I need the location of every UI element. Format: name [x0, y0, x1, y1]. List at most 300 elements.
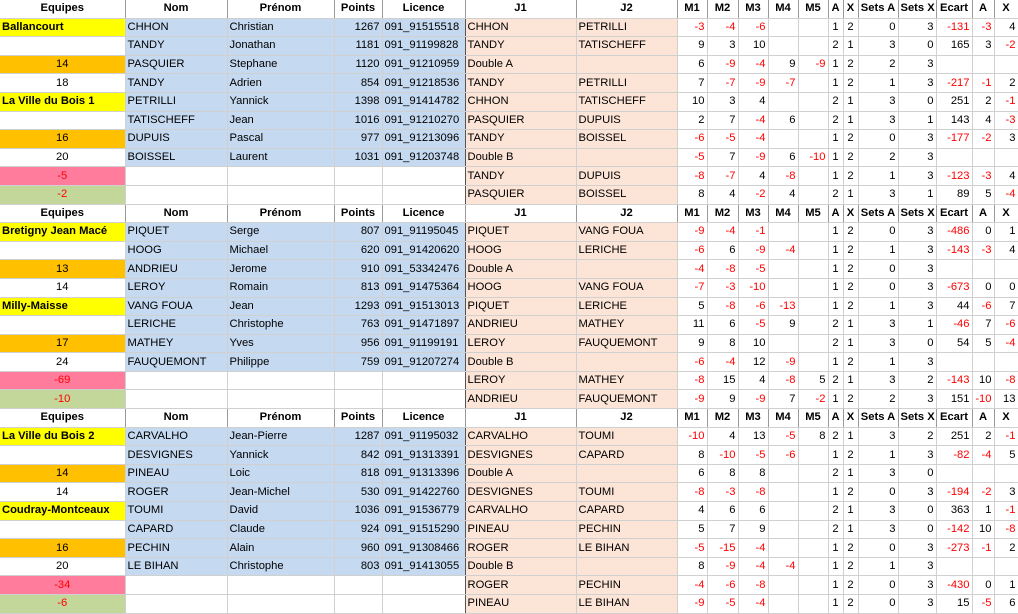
table-row — [0, 334, 1018, 353]
pts-x: 2 — [994, 74, 1018, 93]
match-a: 2 — [828, 520, 843, 539]
match-j2 — [576, 353, 677, 372]
match-x: 2 — [843, 148, 858, 167]
team-name-b: Coudray-Montceaux — [0, 502, 125, 521]
empty-cell — [125, 167, 227, 186]
col-header-j1: J1 — [465, 0, 576, 18]
match-a: 1 — [828, 18, 843, 37]
player-points: 763 — [334, 316, 382, 335]
match-set-m5 — [798, 167, 828, 186]
score-diff-pink: -69 — [0, 371, 125, 390]
pts-a: -4 — [972, 446, 994, 465]
player-licence: 091_91195045 — [382, 223, 465, 242]
pts-x: 6 — [994, 595, 1018, 614]
match-set-m2: -9 — [707, 55, 738, 74]
match-j1: LEROY — [465, 334, 576, 353]
player-nom: MATHEY — [125, 334, 227, 353]
match-a: 2 — [828, 316, 843, 335]
ecart: -46 — [936, 316, 972, 335]
match-set-m5 — [798, 111, 828, 130]
match-j2: PECHIN — [576, 520, 677, 539]
match-set-m5 — [798, 37, 828, 56]
ecart: -217 — [936, 74, 972, 93]
col-header-points: Points — [334, 204, 382, 223]
match-set-m4 — [768, 576, 798, 595]
player-licence: 091_53342476 — [382, 260, 465, 279]
ecart — [936, 55, 972, 74]
match-set-m1: 8 — [677, 557, 707, 576]
match-set-m3: -9 — [738, 241, 768, 260]
player-nom: DESVIGNES — [125, 446, 227, 465]
empty-cell — [227, 371, 334, 390]
match-set-m2: 7 — [707, 111, 738, 130]
sets-a: 0 — [858, 483, 898, 502]
player-points: 1287 — [334, 427, 382, 446]
match-j2 — [576, 557, 677, 576]
player-nom: LERICHE — [125, 316, 227, 335]
sets-x: 0 — [898, 502, 936, 521]
player-nom: ANDRIEU — [125, 260, 227, 279]
match-x: 2 — [843, 223, 858, 242]
header-row — [0, 0, 1018, 18]
sets-a: 3 — [858, 316, 898, 335]
sets-x: 3 — [898, 55, 936, 74]
sets-a: 1 — [858, 353, 898, 372]
match-set-m5 — [798, 520, 828, 539]
match-j1: HOOG — [465, 278, 576, 297]
ecart — [936, 148, 972, 167]
match-x: 1 — [843, 464, 858, 483]
col-header-m3: M3 — [738, 0, 768, 18]
match-j1: ANDRIEU — [465, 316, 576, 335]
pts-x: -4 — [994, 334, 1018, 353]
match-set-m4: 7 — [768, 390, 798, 409]
table-row — [0, 316, 1018, 335]
match-j2: DUPUIS — [576, 167, 677, 186]
match-set-m5: 5 — [798, 371, 828, 390]
match-j2 — [576, 464, 677, 483]
match-set-m5 — [798, 278, 828, 297]
ecart — [936, 557, 972, 576]
table-row — [0, 278, 1018, 297]
ecart — [936, 353, 972, 372]
match-set-m2: 3 — [707, 92, 738, 111]
match-set-m2: -7 — [707, 74, 738, 93]
col-header-sets-x: Sets X — [898, 204, 936, 223]
match-set-m2: -4 — [707, 223, 738, 242]
match-set-m2: 7 — [707, 520, 738, 539]
sets-x: 1 — [898, 185, 936, 204]
match-set-m4 — [768, 464, 798, 483]
match-set-m2: -6 — [707, 576, 738, 595]
match-j2: TATISCHEFF — [576, 92, 677, 111]
pts-a: 0 — [972, 278, 994, 297]
sets-a: 0 — [858, 595, 898, 614]
player-prenom: Jean-Pierre — [227, 427, 334, 446]
match-x: 1 — [843, 316, 858, 335]
match-a: 1 — [828, 130, 843, 149]
match-set-m1: -6 — [677, 241, 707, 260]
match-set-m4: -5 — [768, 427, 798, 446]
table-row — [0, 371, 1018, 390]
sets-x: 3 — [898, 148, 936, 167]
player-licence: 091_91313396 — [382, 464, 465, 483]
match-set-m3: -9 — [738, 74, 768, 93]
match-set-m3: -8 — [738, 483, 768, 502]
player-prenom: Serge — [227, 223, 334, 242]
match-a: 2 — [828, 334, 843, 353]
match-j2: CAPARD — [576, 446, 677, 465]
sets-x: 3 — [898, 260, 936, 279]
empty-cell — [382, 595, 465, 614]
sets-a: 1 — [858, 446, 898, 465]
match-set-m1: -6 — [677, 353, 707, 372]
pts-x: -8 — [994, 520, 1018, 539]
col-header-sets-a: Sets A — [858, 409, 898, 428]
col-header-m2: M2 — [707, 409, 738, 428]
player-nom: TATISCHEFF — [125, 111, 227, 130]
match-a: 1 — [828, 390, 843, 409]
player-nom: CARVALHO — [125, 427, 227, 446]
pts-a: 0 — [972, 576, 994, 595]
player-points: 759 — [334, 353, 382, 372]
match-a: 1 — [828, 55, 843, 74]
empty-cell — [227, 576, 334, 595]
match-set-m5 — [798, 260, 828, 279]
match-set-m1: -9 — [677, 390, 707, 409]
match-x: 2 — [843, 353, 858, 372]
match-x: 2 — [843, 18, 858, 37]
sets-a: 3 — [858, 92, 898, 111]
match-set-m2: -10 — [707, 446, 738, 465]
ecart: 363 — [936, 502, 972, 521]
match-j1: PIQUET — [465, 297, 576, 316]
player-nom: PETRILLI — [125, 92, 227, 111]
sets-a: 1 — [858, 74, 898, 93]
match-set-m5 — [798, 130, 828, 149]
match-set-m4: -8 — [768, 371, 798, 390]
match-x: 2 — [843, 55, 858, 74]
col-header-licence: Licence — [382, 0, 465, 18]
team-cell — [0, 446, 125, 465]
col-header-licence: Licence — [382, 409, 465, 428]
match-j2: PECHIN — [576, 576, 677, 595]
match-set-m5: -2 — [798, 390, 828, 409]
player-licence: 091_91536779 — [382, 502, 465, 521]
col-header-points: Points — [334, 0, 382, 18]
match-set-m2: -4 — [707, 353, 738, 372]
player-prenom: Jean — [227, 111, 334, 130]
sets-a: 1 — [858, 167, 898, 186]
col-header-sets-x: Sets X — [898, 0, 936, 18]
empty-cell — [334, 185, 382, 204]
match-set-m5 — [798, 18, 828, 37]
table-row — [0, 130, 1018, 149]
team-cell — [0, 520, 125, 539]
match-set-m1: 10 — [677, 92, 707, 111]
pts-a: -3 — [972, 18, 994, 37]
player-prenom: Christophe — [227, 316, 334, 335]
match-a: 1 — [828, 278, 843, 297]
match-a: 1 — [828, 539, 843, 558]
match-set-m4 — [768, 334, 798, 353]
match-set-m1: -8 — [677, 371, 707, 390]
team-cell — [0, 111, 125, 130]
col-header-equipes: Equipes — [0, 409, 125, 428]
pts-x: 1 — [994, 223, 1018, 242]
col-header-m2: M2 — [707, 0, 738, 18]
player-licence: 091_91515518 — [382, 18, 465, 37]
table-row — [0, 241, 1018, 260]
match-set-m2: 4 — [707, 185, 738, 204]
sets-a: 2 — [858, 148, 898, 167]
match-set-m2: 4 — [707, 427, 738, 446]
match-set-m2: 7 — [707, 148, 738, 167]
player-licence: 091_91414782 — [382, 92, 465, 111]
empty-cell — [382, 167, 465, 186]
match-set-m5: -10 — [798, 148, 828, 167]
match-j2: LE BIHAN — [576, 539, 677, 558]
player-points: 960 — [334, 539, 382, 558]
ecart: 54 — [936, 334, 972, 353]
match-a: 1 — [828, 297, 843, 316]
match-set-m5: -9 — [798, 55, 828, 74]
player-nom: VANG FOUA — [125, 297, 227, 316]
match-j1: CARVALHO — [465, 502, 576, 521]
match-x: 2 — [843, 595, 858, 614]
match-set-m2: 8 — [707, 334, 738, 353]
score-diff-pink: -34 — [0, 576, 125, 595]
player-prenom: Yves — [227, 334, 334, 353]
pts-a: 2 — [972, 427, 994, 446]
match-a: 2 — [828, 92, 843, 111]
col-header-a: A — [828, 409, 843, 428]
sets-x: 0 — [898, 92, 936, 111]
table-row — [0, 390, 1018, 409]
ecart: -430 — [936, 576, 972, 595]
match-a: 1 — [828, 260, 843, 279]
match-set-m1: 8 — [677, 185, 707, 204]
match-j1: ANDRIEU — [465, 390, 576, 409]
match-set-m1: -9 — [677, 223, 707, 242]
match-set-m4 — [768, 37, 798, 56]
sets-a: 2 — [858, 390, 898, 409]
match-j2: PETRILLI — [576, 18, 677, 37]
player-points: 530 — [334, 483, 382, 502]
player-points: 1120 — [334, 55, 382, 74]
sets-x: 3 — [898, 446, 936, 465]
sets-a: 1 — [858, 557, 898, 576]
table-row — [0, 502, 1018, 521]
col-header-a: A — [972, 409, 994, 428]
sets-a: 3 — [858, 37, 898, 56]
player-licence: 091_91471897 — [382, 316, 465, 335]
player-prenom: Claude — [227, 520, 334, 539]
match-set-m4: -13 — [768, 297, 798, 316]
table-row — [0, 55, 1018, 74]
ecart: 151 — [936, 390, 972, 409]
table-row — [0, 576, 1018, 595]
player-points: 1181 — [334, 37, 382, 56]
player-nom: PIQUET — [125, 223, 227, 242]
player-prenom: Christian — [227, 18, 334, 37]
sets-x: 3 — [898, 483, 936, 502]
player-licence: 091_91199191 — [382, 334, 465, 353]
team-b-count: 20 — [0, 148, 125, 167]
player-nom: FAUQUEMONT — [125, 353, 227, 372]
col-header-ecart: Ecart — [936, 204, 972, 223]
pts-x — [994, 55, 1018, 74]
match-x: 2 — [843, 557, 858, 576]
match-j1: ROGER — [465, 576, 576, 595]
pts-x: -6 — [994, 316, 1018, 335]
match-set-m3: 13 — [738, 427, 768, 446]
pts-x: 0 — [994, 278, 1018, 297]
match-a: 2 — [828, 185, 843, 204]
match-set-m5 — [798, 595, 828, 614]
match-set-m1: 5 — [677, 520, 707, 539]
ecart: 251 — [936, 92, 972, 111]
ecart: -131 — [936, 18, 972, 37]
sets-x: 0 — [898, 334, 936, 353]
match-set-m4: -4 — [768, 241, 798, 260]
table-row — [0, 18, 1018, 37]
player-nom: HOOG — [125, 241, 227, 260]
team-cell — [0, 37, 125, 56]
pts-a: -2 — [972, 483, 994, 502]
col-header-j2: J2 — [576, 0, 677, 18]
match-j1: Double A — [465, 55, 576, 74]
pts-x: 3 — [994, 130, 1018, 149]
sets-a: 1 — [858, 297, 898, 316]
sets-a: 1 — [858, 241, 898, 260]
ecart: 15 — [936, 595, 972, 614]
pts-x: 13 — [994, 390, 1018, 409]
header-row — [0, 409, 1018, 428]
match-x: 1 — [843, 111, 858, 130]
table-row — [0, 595, 1018, 614]
match-set-m4: 6 — [768, 111, 798, 130]
col-header-a: A — [972, 0, 994, 18]
ecart: -673 — [936, 278, 972, 297]
sets-x: 3 — [898, 557, 936, 576]
match-x: 2 — [843, 130, 858, 149]
sets-x: 3 — [898, 595, 936, 614]
match-set-m3: -4 — [738, 55, 768, 74]
match-set-m5 — [798, 223, 828, 242]
pts-x: -1 — [994, 427, 1018, 446]
match-a: 1 — [828, 557, 843, 576]
match-set-m5 — [798, 483, 828, 502]
player-points: 1031 — [334, 148, 382, 167]
col-header-a: A — [828, 0, 843, 18]
match-set-m5 — [798, 464, 828, 483]
pts-x: -2 — [994, 37, 1018, 56]
col-header-m1: M1 — [677, 409, 707, 428]
match-set-m4 — [768, 18, 798, 37]
empty-cell — [334, 390, 382, 409]
match-j1: DESVIGNES — [465, 483, 576, 502]
match-j1: DESVIGNES — [465, 446, 576, 465]
pts-x — [994, 557, 1018, 576]
player-prenom: Jean-Michel — [227, 483, 334, 502]
pts-x: -1 — [994, 502, 1018, 521]
match-set-m3: -5 — [738, 446, 768, 465]
pts-a: -5 — [972, 595, 994, 614]
match-set-m3: -9 — [738, 390, 768, 409]
match-set-m1: -8 — [677, 167, 707, 186]
match-set-m1: 6 — [677, 55, 707, 74]
match-j1: LEROY — [465, 371, 576, 390]
table-row — [0, 37, 1018, 56]
match-j2 — [576, 260, 677, 279]
match-a: 2 — [828, 37, 843, 56]
match-set-m2: 8 — [707, 464, 738, 483]
pts-a — [972, 148, 994, 167]
match-x: 1 — [843, 185, 858, 204]
match-j1: Double A — [465, 464, 576, 483]
player-nom: LE BIHAN — [125, 557, 227, 576]
match-set-m2: -3 — [707, 278, 738, 297]
col-header-x: X — [994, 204, 1018, 223]
match-set-m3: -4 — [738, 595, 768, 614]
ecart — [936, 464, 972, 483]
match-set-m4 — [768, 278, 798, 297]
match-j2: LERICHE — [576, 297, 677, 316]
sets-x: 3 — [898, 297, 936, 316]
col-header-a: A — [828, 204, 843, 223]
player-nom: TANDY — [125, 74, 227, 93]
match-x: 1 — [843, 520, 858, 539]
col-header-m2: M2 — [707, 204, 738, 223]
match-set-m4 — [768, 502, 798, 521]
team-name-a: Bretigny Jean Macé — [0, 223, 125, 242]
empty-cell — [334, 576, 382, 595]
match-set-m4 — [768, 130, 798, 149]
player-points: 842 — [334, 446, 382, 465]
match-j2: LE BIHAN — [576, 595, 677, 614]
pts-x: 5 — [994, 446, 1018, 465]
empty-cell — [125, 595, 227, 614]
sets-a: 3 — [858, 371, 898, 390]
match-x: 2 — [843, 167, 858, 186]
ecart: -486 — [936, 223, 972, 242]
team-b-count: 24 — [0, 353, 125, 372]
ecart: -194 — [936, 483, 972, 502]
sets-a: 0 — [858, 576, 898, 595]
col-header-m5: M5 — [798, 204, 828, 223]
match-j1: Double A — [465, 260, 576, 279]
col-header-j2: J2 — [576, 409, 677, 428]
match-set-m2: 3 — [707, 37, 738, 56]
match-set-m3: -1 — [738, 223, 768, 242]
empty-cell — [334, 371, 382, 390]
sets-a: 3 — [858, 185, 898, 204]
ecart: -142 — [936, 520, 972, 539]
match-set-m4 — [768, 223, 798, 242]
ecart: -273 — [936, 539, 972, 558]
pts-a: -3 — [972, 241, 994, 260]
player-licence: 091_91195032 — [382, 427, 465, 446]
col-header-m4: M4 — [768, 409, 798, 428]
ecart: -82 — [936, 446, 972, 465]
player-points: 910 — [334, 260, 382, 279]
match-x: 1 — [843, 427, 858, 446]
match-set-m5 — [798, 353, 828, 372]
match-set-m3: -4 — [738, 130, 768, 149]
pts-a — [972, 464, 994, 483]
match-j2: DUPUIS — [576, 111, 677, 130]
